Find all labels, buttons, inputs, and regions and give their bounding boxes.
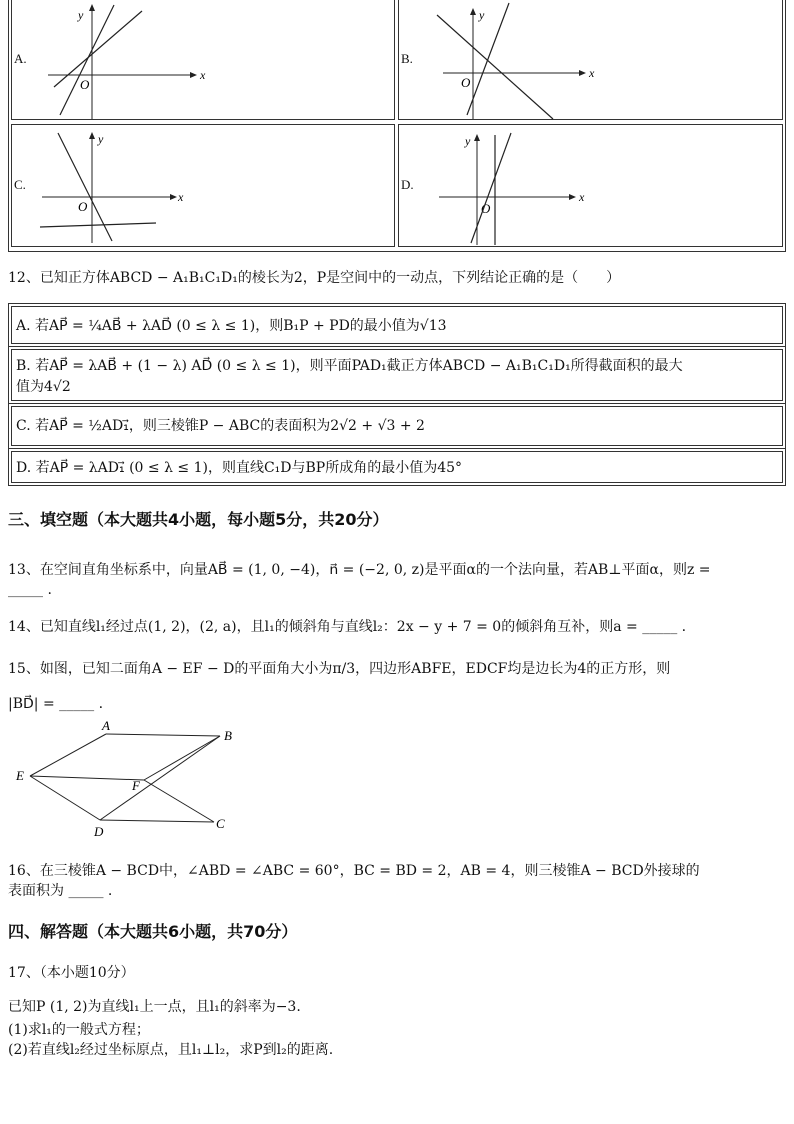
q13-line2: _____ .: [8, 582, 52, 598]
section3-title: 三、填空题（本大题共4小题，每小题5分，共20分）: [8, 510, 389, 529]
q12-option-d-text: D. 若AP⃗ = λAD₁⃗ (0 ≤ λ ≤ 1)，则直线C₁D与BP所成角的最小值为45°: [11, 451, 783, 483]
q15-point-e: E: [16, 768, 24, 783]
section4-title: 四、解答题（本大题共6小题，共70分）: [8, 922, 298, 941]
graph-d-plot: [429, 125, 629, 248]
graph-c-label: C.: [14, 177, 26, 192]
graph-option-d[interactable]: [398, 124, 783, 247]
q17-line2: (1)求l₁的一般式方程；: [8, 1022, 150, 1038]
graph-a-axis-y: y: [78, 8, 84, 22]
graph-b-plot: [429, 0, 629, 121]
q15-point-b: B: [224, 728, 232, 743]
graph-c-axis-y: y: [98, 132, 104, 146]
q16-line2: 表面积为 _____ .: [8, 883, 113, 899]
graph-c-plot: [32, 125, 232, 248]
q12-option-a-text: A. 若AP⃗ = ¼AB⃗ + λAD⃗ (0 ≤ λ ≤ 1)，则B₁P + PD的最小值为√13: [11, 306, 783, 344]
q15-dihedral-figure: [14, 718, 244, 843]
q12-option-b[interactable]: [8, 346, 786, 404]
q17-head: 17、（本小题10分）: [8, 965, 135, 981]
graph-option-b[interactable]: [398, 0, 783, 120]
q12-option-a[interactable]: [8, 303, 786, 347]
q16-line1: 16、在三棱锥A − BCD中，∠ABD = ∠ABC = 60°，BC = BD = 2，AB = 4，则三棱锥A − BCD外接球的: [8, 863, 700, 879]
q15-line2: |BD⃗| = _____ .: [8, 696, 104, 712]
graph-a-origin: O: [80, 77, 90, 92]
q12-option-b-line1: B. 若AP⃗ = λAB⃗ + (1 − λ) AD⃗ (0 ≤ λ ≤ 1)，则平面PAD₁截正方体ABCD − A₁B₁C₁D₁所得截面积的最大: [16, 358, 683, 374]
graph-b-label: B.: [401, 51, 413, 66]
graph-a-label: A.: [14, 51, 27, 66]
q17-line1: 已知P (1, 2)为直线l₁上一点，且l₁的斜率为−3.: [8, 999, 301, 1015]
graph-d-label: D.: [401, 177, 414, 192]
q15-point-c: C: [216, 816, 225, 831]
graph-a-plot: [42, 0, 242, 121]
graph-b-axis-y: y: [479, 8, 485, 22]
q14-line1: 14、已知直线l₁经过点(1, 2)，(2, a)，且l₁的倾斜角与直线l₂：2x − y + 7 = 0的倾斜角互补，则a = _____ .: [8, 619, 687, 635]
q15-point-f: F: [132, 778, 140, 793]
graph-c-axis-x: x: [178, 190, 184, 204]
graph-d-axis-y: y: [465, 134, 471, 148]
graph-option-a[interactable]: [11, 0, 395, 120]
graph-b-origin: O: [461, 75, 471, 90]
q12-option-b-body: [11, 349, 783, 401]
graph-option-c[interactable]: [11, 124, 395, 247]
q12-option-c-text: C. 若AP⃗ = ½AD₁⃗，则三棱锥P − ABC的表面积为2√2 + √3 + 2: [11, 406, 783, 446]
q12-stem: 12、已知正方体ABCD − A₁B₁C₁D₁的棱长为2，P是空间中的一动点，下列结论正确的是（ ）: [8, 270, 621, 286]
q12-option-c[interactable]: [8, 403, 786, 449]
graph-c-origin: O: [78, 199, 88, 214]
graph-b-axis-x: x: [589, 66, 595, 80]
q13-line1: 13、在空间直角坐标系中，向量AB⃗ = (1, 0, −4)，n⃗ = (−2, 0, z)是平面α的一个法向量，若AB⊥平面α，则z =: [8, 562, 711, 578]
graph-d-origin: O: [481, 201, 491, 216]
q17-line3: (2)若直线l₂经过坐标原点，且l₁⊥l₂，求P到l₂的距离.: [8, 1042, 334, 1058]
q15-line1: 15、如图，已知二面角A − EF − D的平面角大小为π/3，四边形ABFE，EDCF均是边长为4的正方形，则: [8, 661, 671, 677]
q12-option-b-line2: 值为4√2: [16, 379, 71, 395]
graph-d-axis-x: x: [579, 190, 585, 204]
graph-a-axis-x: x: [200, 68, 206, 82]
q15-point-a: A: [102, 718, 110, 733]
q12-option-d[interactable]: [8, 448, 786, 486]
q15-point-d: D: [94, 824, 104, 839]
